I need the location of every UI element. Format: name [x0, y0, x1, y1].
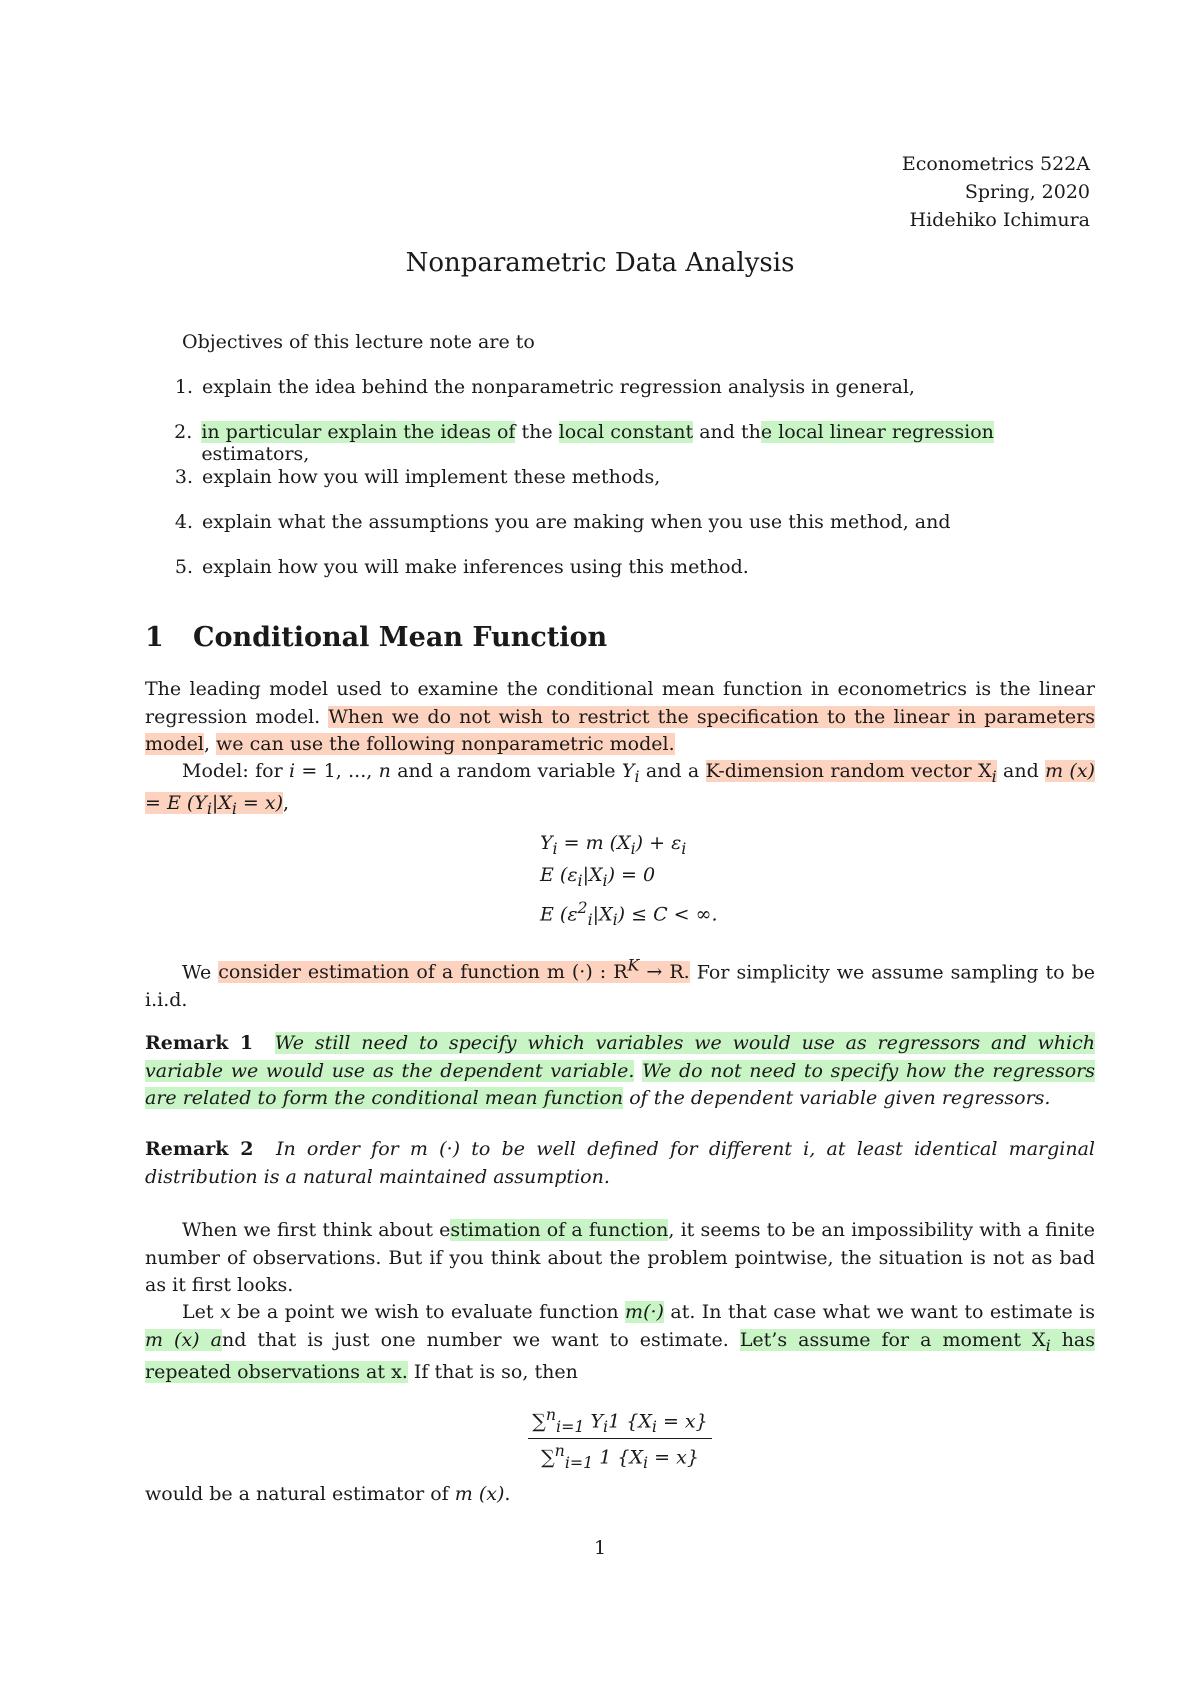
remark-1: Remark 1 We still need to specify which variables we would use as regressors and which variable we would use as the dependent variable. We do not need to specify how the regressors are related to form the conditional mean function of the dependent variable given regressors.: [145, 1032, 1096, 1109]
paragraph-estimation: We consider estimation of a function m (·) : $R^K \to R$. For simplicity we assume sampling to be i.i.d.: [145, 956, 1095, 1011]
course-name: Econometrics 522A: [901, 153, 1090, 175]
remark-label: Remark 2: [145, 1138, 254, 1160]
highlight-orange: m (x) = E $(Y_i|X_i = x)$: [145, 760, 1095, 819]
highlight-green: local constant: [558, 421, 694, 443]
header-block: [902, 150, 1090, 234]
fraction-numerator: ∑$^n_{i=1}$ $Y_i1$ $\{X_i = x\}$: [528, 1405, 711, 1439]
list-item: 3. explain how you will implement these methods,: [174, 466, 661, 488]
equation-1: $Y_i = m$ $(X_i) + \varepsilon_i$: [540, 832, 687, 858]
highlight-orange: consider estimation of a function m (·) : $R^K \to R$.: [218, 956, 690, 984]
highlight-green: m (x) a: [145, 1328, 222, 1351]
list-item: 1. explain the idea behind the nonparametric regression analysis in general,: [174, 376, 915, 398]
highlight-orange: we can use the following nonparametric model.: [216, 733, 675, 755]
highlight-orange: K-dimension random vector $X_i$: [705, 760, 997, 786]
paragraph-pointwise: When we first think about estimation of a function, it seems to be an impossibility with a finite number of observations. But if you think about the problem pointwise, the situation is not as bad as it first looks.: [145, 1219, 1095, 1296]
page-number: 1: [593, 1537, 607, 1559]
list-item: 4. explain what the assumptions you are making when you use this method, and: [174, 511, 951, 533]
objectives-list: [145, 376, 1095, 601]
highlight-orange: When we do not wish to restrict the specification to the linear in parameters model: [145, 705, 1095, 755]
equation-3: E $(\varepsilon^2_i|X_i) \le C$ < ∞.: [540, 898, 718, 930]
list-item: 2. in particular explain the ideas of the local constant and the local linear regression estimators,: [174, 421, 994, 465]
highlight-green: stimation of a function: [450, 1219, 669, 1241]
paragraph-conclusion: would be a natural estimator of m (x).: [145, 1483, 511, 1505]
list-item: 5. explain how you will make inferences using this method.: [174, 556, 749, 578]
paragraph-intro: The leading model used to examine the conditional mean function in econometrics is the linear regression model. When we do not wish to restrict the specification to the linear in parameters model, we can use the following nonparametric model.: [145, 678, 1095, 755]
highlight-green: e local linear regression: [760, 421, 994, 443]
document-title: Nonparametric Data Analysis: [405, 248, 795, 278]
paragraph-evaluate: Let x be a point we wish to evaluate function m(·) at. In that case what we want to estimate is m (x) and that is just one number we want to estimate. Let’s assume for a moment $X_i$ has repeated observations at x. If that is so, then: [145, 1301, 1096, 1383]
paragraph-model: Model: for i = 1, ..., n and a random variable $Y_i$ and a K-dimension random vector $X_i$ and m (x) = E $(Y_i|X_i = x)$,: [145, 760, 1095, 819]
section-number: 1: [145, 622, 164, 653]
section-heading: [145, 622, 607, 653]
highlight-green: m(·): [625, 1301, 664, 1323]
objectives-intro: Objectives of this lecture note are to: [182, 331, 535, 353]
section-title: Conditional Mean Function: [193, 622, 608, 653]
estimator-fraction: [0, 1405, 1200, 1472]
term: Spring, 2020: [964, 181, 1090, 203]
highlight-green: We still need to specify which variables we would use as regressors and which variable we would use as the dependent variable.: [145, 1032, 1095, 1082]
highlight-green: in particular explain the ideas of: [201, 421, 516, 443]
author: Hidehiko Ichimura: [909, 209, 1090, 231]
highlight-green: Let’s assume for a moment $X_i$ has repeated observations at x.: [145, 1328, 1096, 1383]
remark-2: Remark 2 In order for m (·) to be well defined for different i, at least identical marginal distribution is a natural maintained assumption.: [145, 1138, 1095, 1188]
remark-label: Remark 1: [145, 1032, 254, 1054]
highlight-green: We do not need to specify how the regressors are related to form the conditional mean function: [145, 1059, 1096, 1109]
fraction-denominator: ∑$^n_{i=1}$ 1 $\{X_i = x\}$: [541, 1441, 699, 1473]
equation-2: E $(\varepsilon_i|X_i) = 0$: [540, 864, 656, 890]
